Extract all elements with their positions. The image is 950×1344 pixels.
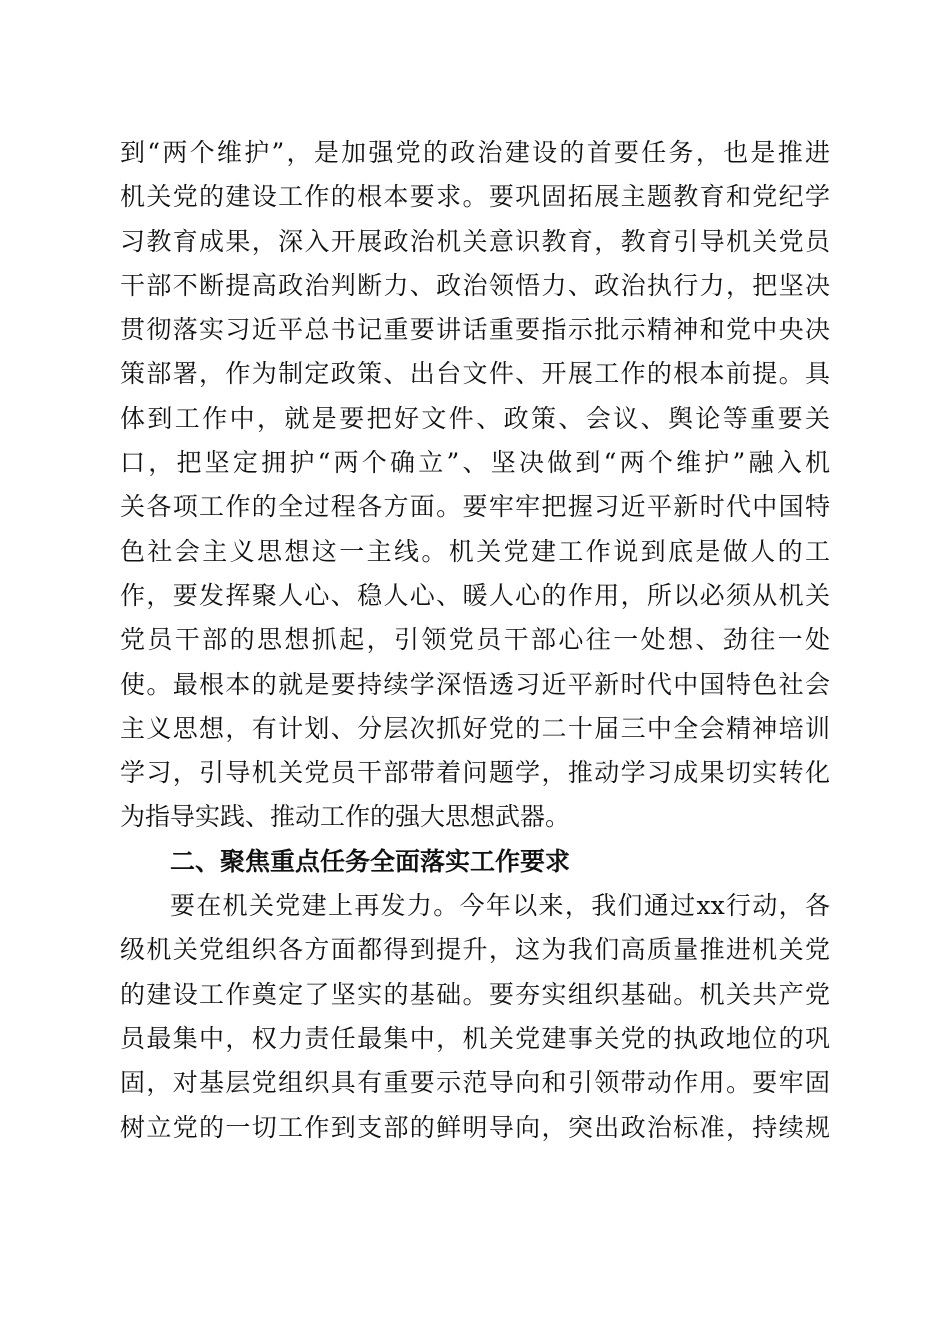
- text-line: 色社会主义思想这一主线。机关党建工作说到底是做人的工: [120, 536, 830, 566]
- text-line: 为指导实践、推动工作的强大思想武器。: [120, 802, 571, 832]
- text-line: 使。最根本的就是要持续学深悟透习近平新时代中国特色社会: [120, 669, 830, 699]
- text-line: 固，对基层党组织具有重要示范导向和引领带动作用。要牢固: [120, 1068, 830, 1098]
- text-line: 体到工作中，就是要把好文件、政策、会议、舆论等重要关: [120, 403, 830, 433]
- text-line: 作，要发挥聚人心、稳人心、暖人心的作用，所以必须从机关: [120, 580, 830, 610]
- text-line: 的建设工作奠定了坚实的基础。要夯实组织基础。机关共产党: [120, 979, 830, 1009]
- section-heading: 二、聚焦重点任务全面落实工作要求: [170, 846, 571, 876]
- text-line: 贯彻落实习近平总书记重要讲话重要指示批示精神和党中央决: [120, 315, 830, 345]
- document-body: [120, 131, 830, 1150]
- text-line: 树立党的一切工作到支部的鲜明导向，突出政治标准，持续规: [120, 1112, 830, 1142]
- text-line: 干部不断提高政治判断力、政治领悟力、政治执行力，把坚决: [120, 270, 830, 300]
- text-line: 学习，引导机关党员干部带着问题学，推动学习成果切实转化: [120, 758, 830, 788]
- text-line: 习教育成果，深入开展政治机关意识教育，教育引导机关党员: [120, 226, 830, 256]
- text-line: 级机关党组织各方面都得到提升，这为我们高质量推进机关党: [120, 935, 830, 965]
- text-line: 到“两个维护”，是加强党的政治建设的首要任务，也是推进: [120, 138, 830, 167]
- text-line: 主义思想，有计划、分层次抓好党的二十届三中全会精神培训: [120, 713, 830, 743]
- text-line: 党员干部的思想抓起，引领党员干部心往一处想、劲往一处: [120, 625, 830, 655]
- text-line: 口，把坚定拥护“两个确立”、坚决做到“两个维护”融入机: [120, 448, 830, 478]
- text-line: 机关党的建设工作的根本要求。要巩固拓展主题教育和党纪学: [120, 182, 830, 212]
- text-line: 员最集中，权力责任最集中，机关党建事关党的执政地位的巩: [120, 1023, 830, 1053]
- text-line: 策部署，作为制定政策、出台文件、开展工作的根本前提。具: [120, 359, 830, 389]
- text-line: 要在机关党建上再发力。今年以来，我们通过xx行动，各: [170, 891, 830, 921]
- text-line: 关各项工作的全过程各方面。要牢牢把握习近平新时代中国特: [120, 492, 830, 522]
